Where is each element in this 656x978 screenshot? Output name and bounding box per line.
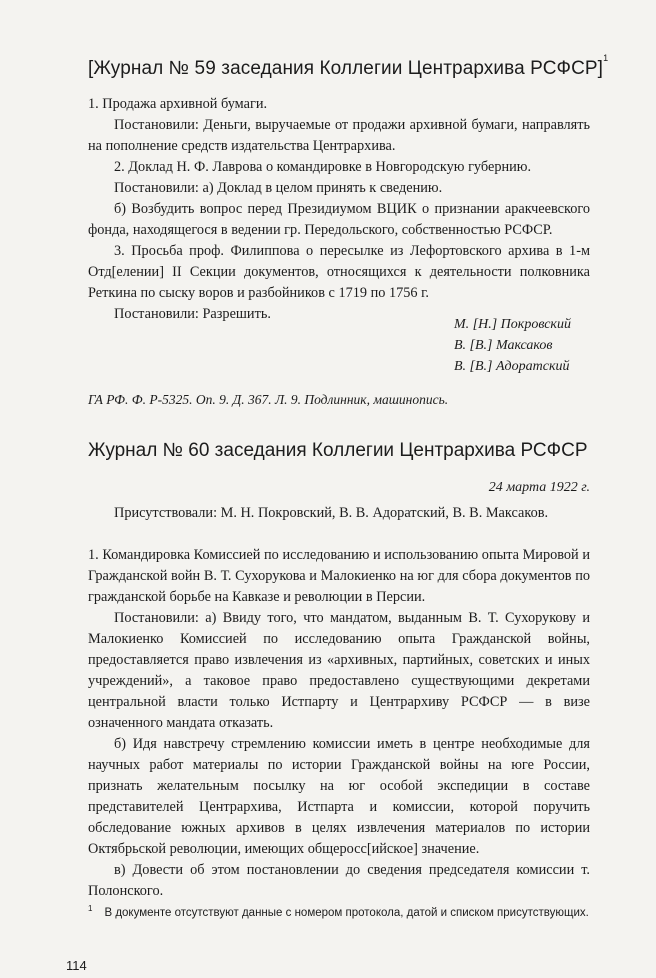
page-number: 114 xyxy=(66,958,87,973)
paragraph: 3. Просьба проф. Филиппова о пересылке из Лефортовского архива в 1-м Отд[елении] II Секции документов, относящихся к деятельности полковника Реткина по сыску воров и разбойников с 1719 по 1756 г. xyxy=(88,243,590,301)
paragraph: б) Идя навстречу стремлению комиссии иметь в центре необходимые для научных работ материалы по истории Гражданской войны на юге России, признать желательным посылку на юг особой экспедиции в составе представителей Центрархива, Истпарта и комиссии, которой поручить обследование южных архивов в целях извлечения материалов по истории Октябрьской революции, имеющих общеросс[ийское] значение. xyxy=(88,736,590,857)
signature: М. [Н.] Покровский xyxy=(454,317,571,332)
journal-60-date: 24 марта 1922 г. xyxy=(488,480,590,495)
archive-source: ГА РФ. Ф. Р-5325. Оп. 9. Д. 367. Л. 9. Подлинник, машинопись. xyxy=(88,392,449,407)
paragraph: Постановили: а) Ввиду того, что мандатом, выданным В. Т. Сухорукову и Малокиенко Комиссией по исследованию опыта Гражданской войны, предоставляется право извлечения из «архивных, партийных, советских и иных учреждений», а таковое право предоставлено существующими декретами центральной власти только Истпарту и Центрархиву РСФСР — в визе означенного мандата отказать. xyxy=(88,610,590,731)
paragraph: 1. Командировка Комиссией по исследованию и использованию опыта Мировой и Гражданской войн В. Т. Сухорукова и Малокиенко на юг для сбора документов по гражданской борьбе на Кавказе и революции в Персии. xyxy=(88,547,590,605)
footnote-number: 1 xyxy=(88,904,93,913)
signature: В. [В.] Максаков xyxy=(454,338,553,353)
paragraph: Постановили: Деньги, выручаемые от продажи архивной бумаги, направлять на пополнение средств издательства Центрархива. xyxy=(88,117,590,154)
signature: В. [В.] Адоратский xyxy=(454,359,570,374)
paragraph: 2. Доклад Н. Ф. Лаврова о командировке в Новгородскую губернию. xyxy=(114,159,532,175)
footnote: $^1$ В документе отсутствуют данные с номером протокола, датой и списком присутствующих. xyxy=(88,904,589,919)
journal-59-body xyxy=(88,94,590,325)
paragraph: в) Довести об этом постановлении до сведения председателя комиссии т. Полонского. xyxy=(88,862,590,899)
paragraph: б) Возбудить вопрос перед Президиумом ВЦИК о признании аракчеевского фонда, находящегося в ведении гр. Передольского, собственностью РСФСР. xyxy=(88,201,590,238)
journal-59-title: [Журнал № 59 заседания Коллегии Центрархива РСФСР]$^1$ xyxy=(88,52,609,79)
journal-60-body xyxy=(88,545,590,902)
journal-60-title: Журнал № 60 заседания Коллегии Центрархива РСФСР xyxy=(88,440,588,461)
paragraph: Постановили: Разрешить. xyxy=(114,306,271,322)
paragraph: 1. Продажа архивной бумаги. xyxy=(88,96,268,112)
paragraph: Постановили: а) Доклад в целом принять к сведению. xyxy=(114,180,443,196)
journal-60-present: Присутствовали: М. Н. Покровский, В. В. Адоратский, В. В. Максаков. xyxy=(114,505,549,521)
footnote-mark: 1 xyxy=(603,52,609,63)
